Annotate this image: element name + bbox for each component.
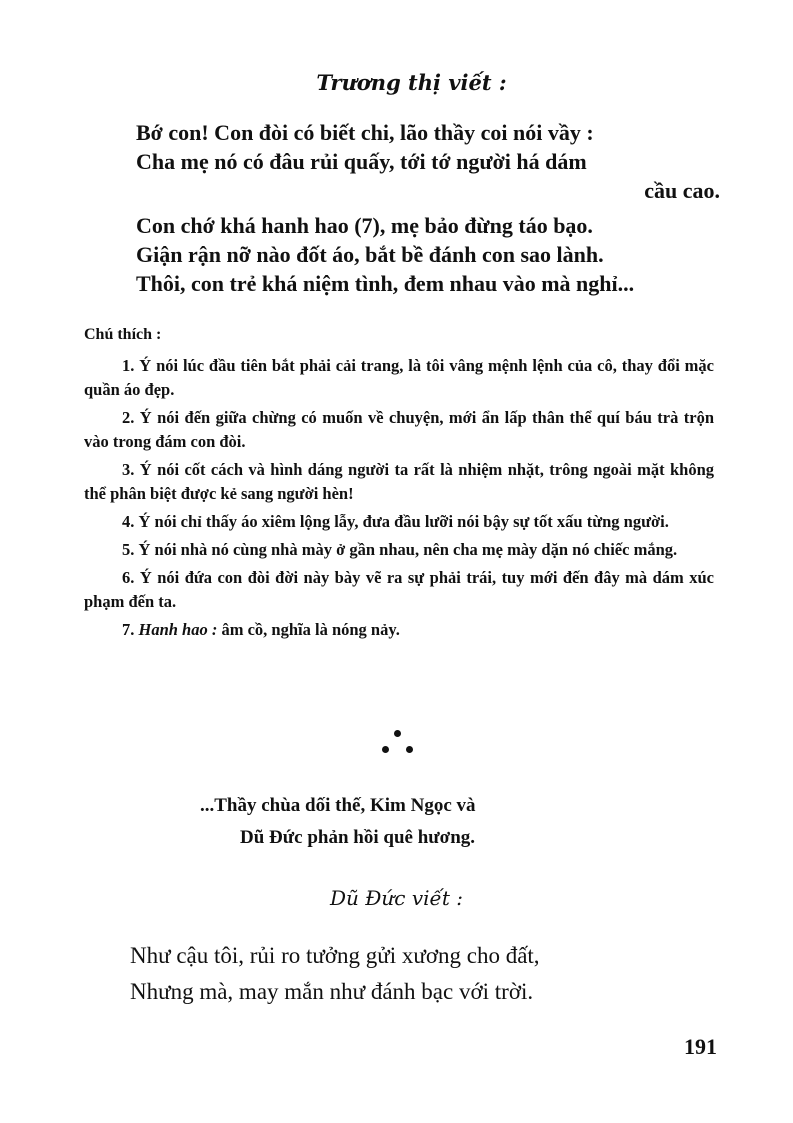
verse-line: Giận rận nỡ nào đốt áo, bắt bề đánh con sao lành. [136,242,604,267]
ornament-dot [382,746,389,753]
notes-title: Chú thích : [84,326,162,343]
note-number: 4. [122,512,135,531]
verse-line: Con chớ khá hanh hao (7), mẹ bảo đừng táo bạo. [136,213,593,238]
note-number: 5. [122,540,135,559]
verse-line: Như cậu tôi, rủi ro tưởng gửi xương cho đất, [130,943,540,968]
note-item [84,406,714,454]
note-number: 7. [122,620,135,639]
note-item [84,566,714,614]
note-number: 6. [122,568,135,587]
note-text: Ý nói cốt cách và hình dáng người ta rất là nhiệm nhặt, trông ngoài mặt không thể phân biệt được kẻ sang người hèn! [84,460,714,503]
note-item [84,510,714,534]
ornament-dot [406,746,413,753]
verse-line: Cha mẹ nó có đâu rủi quấy, tới tớ người há dám [136,149,587,174]
notes-list [84,354,714,646]
note-item [84,458,714,506]
note-number: 3. [122,460,135,479]
section-separator-ornament [372,728,422,758]
note-term: Hanh hao : [138,620,218,639]
note-text: Ý nói lúc đầu tiên bắt phải cải trang, là tôi vâng mệnh lệnh của cô, thay đổi mặc quần áo đẹp. [84,356,714,399]
narration-line: ...Thầy chùa dối thế, Kim Ngọc và [200,795,476,816]
verse-block-truong-thi [136,118,720,298]
note-number: 1. [122,356,135,375]
note-item [84,618,714,642]
note-text: âm cồ, nghĩa là nóng nảy. [221,620,400,639]
verse-line: Nhưng mà, may mắn như đánh bạc với trời. [130,979,534,1004]
narration-block [200,790,640,854]
note-text: Ý nói đứa con đòi đời này bày vẽ ra sự phải trái, tuy mới đến đây mà dám xúc phạm đến ta. [84,568,715,611]
note-text: Ý nói nhà nó cùng nhà mày ở gần nhau, nên cha mẹ mày dặn nó chiếc mắng. [138,540,678,559]
note-text: Ý nói đến giữa chừng có muốn về chuyện, mới ẩn lấp thân thể quí báu trà trộn vào trong đám con đòi. [84,408,714,451]
note-item [84,354,714,402]
speaker-heading-truong-thi: Trương thị viết : [316,70,507,95]
verse-line: Thôi, con trẻ khá niệm tình, đem nhau vào mà nghỉ... [136,271,635,296]
page-number: 191 [684,1034,717,1059]
ornament-dot [394,730,401,737]
note-item [84,538,714,562]
narration-line: Dũ Đức phản hồi quê hương. [240,827,476,848]
note-text: Ý nói chỉ thấy áo xiêm lộng lẫy, đưa đầu lưỡi nói bậy sự tốt xấu từng người. [138,512,669,531]
verse-line: Bớ con! Con đòi có biết chi, lão thầy coi nói vầy : [136,120,594,145]
note-number: 2. [122,408,135,427]
speaker-heading-du-duc: Dũ Đức viết : [330,886,463,910]
verse-line-continuation: cầu cao. [644,178,720,203]
verse-block-du-duc [130,938,714,1010]
